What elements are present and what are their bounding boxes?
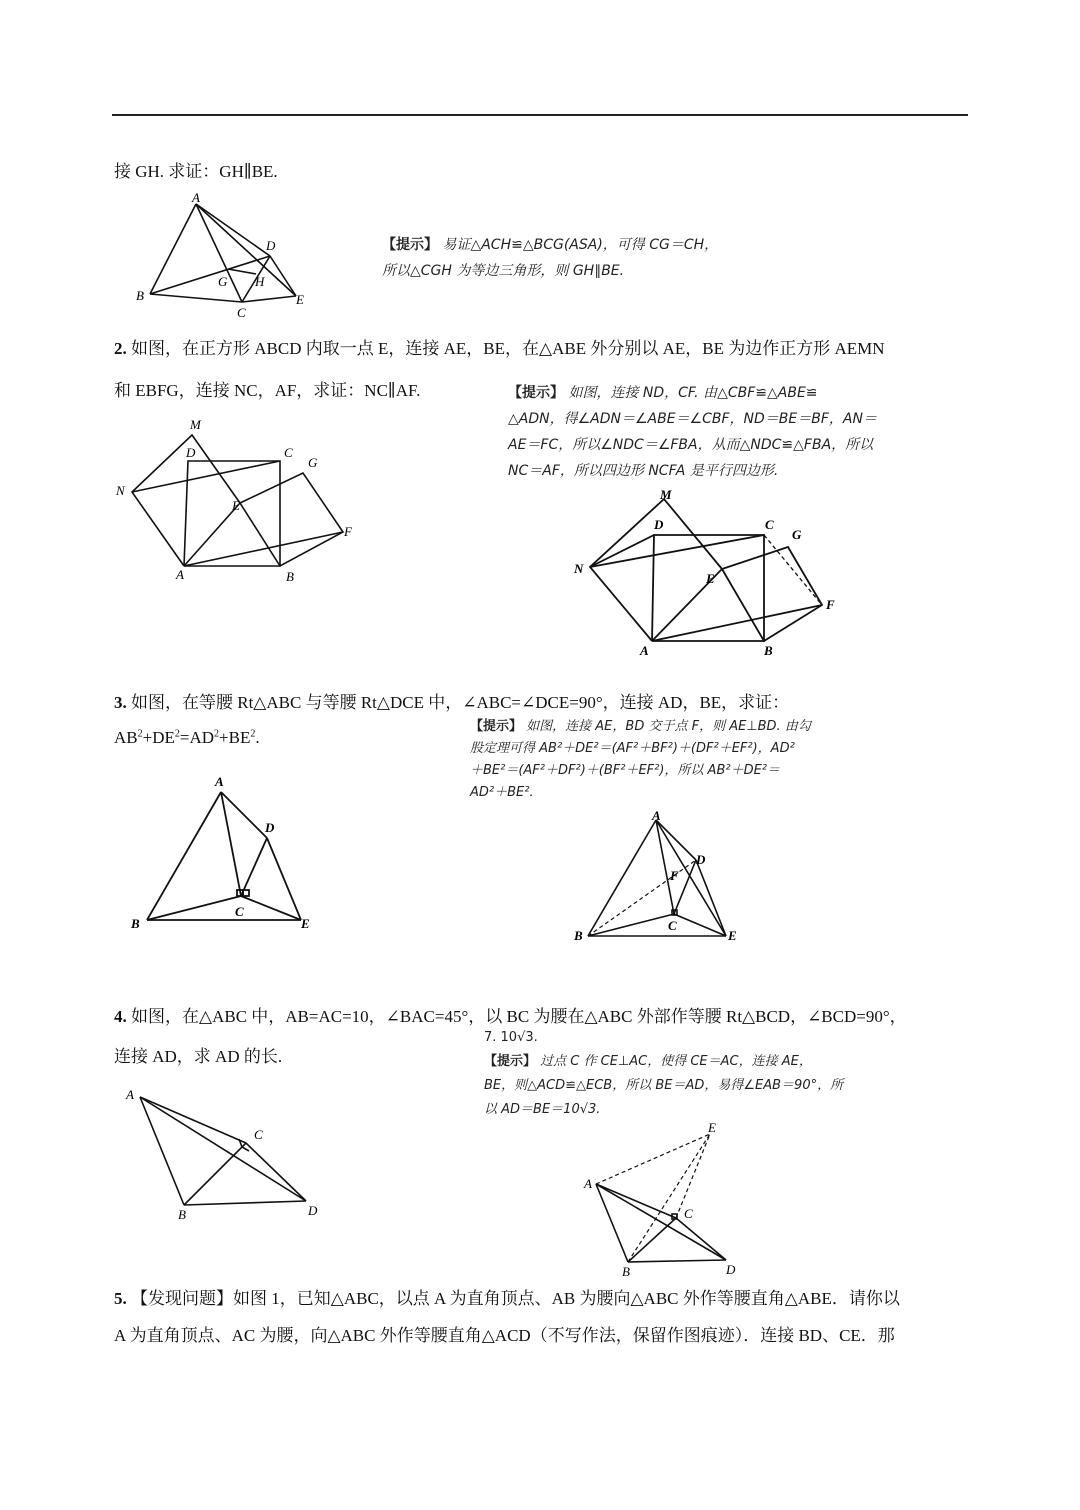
p3r-label-F: F: [670, 868, 679, 883]
p3-hint: [470, 716, 850, 804]
p2-hint-line: AE＝FC，所以∠NDC＝∠FBA，从而△NDC≌△FBA，所以: [508, 437, 874, 453]
p3-part: .: [255, 728, 260, 747]
p3r-label-A: A: [652, 808, 661, 823]
p3-hint-tag: 【提示】: [470, 719, 523, 734]
p1-label-D: D: [266, 238, 276, 253]
p3-hint-line: AD²＋BE².: [470, 785, 534, 800]
p3-figure-right: [570, 808, 750, 948]
p2-label-N: N: [116, 483, 125, 498]
p2-label-B: B: [286, 569, 294, 584]
p3-number: 3.: [114, 693, 127, 712]
p3-part: AB: [114, 728, 138, 747]
p3r-label-B: B: [574, 928, 583, 943]
p2r-label-M: M: [660, 487, 672, 502]
p4-label-A: A: [126, 1087, 134, 1102]
p3-sup: 2: [137, 728, 143, 740]
p2-line2: 和 EBFG，连接 NC，AF，求证：NC∥AF.: [114, 381, 421, 400]
p2-hint-line: 如图，连接 ND，CF. 由△CBF≌△ABE≌: [568, 385, 818, 401]
p4r-label-B: B: [622, 1264, 630, 1279]
p1-hint: [382, 232, 842, 284]
p2r-label-N: N: [574, 561, 584, 576]
p4-figure-right: [580, 1120, 750, 1280]
p1-hint-line: 易证△ACH≌△BCG(ASA)，可得 CG＝CH，: [442, 237, 719, 253]
p4-label-D: D: [308, 1203, 318, 1218]
p4r-label-C: C: [684, 1206, 693, 1221]
p2-number: 2.: [114, 339, 127, 358]
p5-line1: [114, 1284, 900, 1309]
p4-text-1: 如图，在△ABC 中，AB=AC=10，∠BAC=45°，以 BC 为腰在△ABC 外部作等腰 Rt△BCD，∠BCD=90°，: [131, 1007, 907, 1026]
p4-hint: [484, 1026, 854, 1122]
p3-line1: [114, 688, 789, 713]
p4-hint-tag: 【提示】: [484, 1054, 537, 1069]
p4-answer: 7. 10√3.: [484, 1030, 538, 1045]
p2r-label-B: B: [764, 643, 773, 658]
p3-label-A: A: [215, 774, 224, 789]
p1-label-A: A: [192, 190, 200, 205]
p2-hint: [508, 380, 928, 484]
p4r-label-D: D: [726, 1262, 736, 1277]
p3-label-D: D: [265, 820, 275, 835]
header-rule: [112, 114, 968, 116]
p5-line2: A 为直角顶点、AC 为腰，向△ABC 外作等腰直角△ACD（不写作法，保留作图痕迹）．连接 BD、CE．那: [114, 1326, 895, 1345]
p4r-label-A: A: [584, 1176, 592, 1191]
p2-label-C: C: [284, 445, 293, 460]
p3-label-E: E: [301, 916, 310, 931]
p2-hint-line: NC＝AF，所以四边形 NCFA 是平行四边形.: [508, 463, 779, 479]
p3-hint-line: ＋BE²＝(AF²＋DF²)＋(BF²＋EF²)，所以 AB²＋DE²＝: [470, 763, 781, 778]
p3-text-1: 如图，在等腰 Rt△ABC 与等腰 Rt△DCE 中，∠ABC=∠DCE=90°，连接 AD，BE，求证：: [131, 693, 790, 712]
p2-label-D: D: [186, 445, 196, 460]
p4-hint-line: 以 AD＝BE＝10√3.: [484, 1102, 601, 1117]
p4-line2: 连接 AD，求 AD 的长.: [114, 1047, 283, 1066]
p1-label-B: B: [136, 288, 144, 303]
p2-figure-right: [568, 485, 848, 660]
p3r-label-C: C: [668, 918, 677, 933]
p3r-label-D: D: [696, 852, 706, 867]
p2r-label-E: E: [706, 571, 715, 586]
p2-text-1: 如图，在正方形 ABCD 内取一点 E，连接 AE，BE，在△ABE 外分别以 AE，BE 为边作正方形 AEMN: [131, 339, 885, 358]
p3-label-B: B: [131, 916, 140, 931]
p5-number: 5.: [114, 1289, 127, 1308]
p2-hint-line: △ADN，得∠ADN＝∠ABE＝∠CBF，ND＝BE＝BF，AN＝: [508, 411, 877, 427]
p4r-label-E: E: [708, 1120, 716, 1135]
p2-label-M: M: [190, 417, 201, 432]
p4-number: 4.: [114, 1007, 127, 1026]
p2r-label-A: A: [640, 643, 649, 658]
p3-label-C: C: [235, 904, 244, 919]
p4-label-C: C: [254, 1127, 263, 1142]
p5-text-1: 【发现问题】如图 1，已知△ABC，以点 A 为直角顶点、AB 为腰向△ABC 外作等腰直角△ABE．请你以: [131, 1289, 900, 1308]
p2-label-G: G: [308, 455, 318, 470]
p3-figure-left: [125, 770, 325, 935]
p2-line1: [114, 334, 885, 359]
p3-sup: 2: [250, 728, 256, 740]
p2r-label-G: G: [792, 527, 802, 542]
p2-label-A: A: [176, 567, 184, 582]
p3-hint-line: 如图，连接 AE，BD 交于点 F，则 AE⊥BD. 由勾: [526, 719, 811, 734]
p2-label-E: E: [232, 498, 240, 513]
p3-sup: 2: [214, 728, 220, 740]
p2-figure-left: [112, 415, 362, 585]
p3r-label-E: E: [728, 928, 737, 943]
p4-hint-line: BE，则△ACD≌△ECB，所以 BE＝AD，易得∠EAB＝90°，所: [484, 1078, 844, 1093]
p4-hint-line: 过点 C 作 CE⊥AC，使得 CE＝AC，连接 AE，: [540, 1054, 812, 1069]
p1-text: 接 GH. 求证：GH∥BE.: [114, 162, 278, 181]
p3-part: +DE: [142, 728, 175, 747]
p3-line2: [114, 728, 260, 748]
p2r-label-F: F: [826, 597, 835, 612]
p3-hint-line: 股定理可得 AB²＋DE²＝(AF²＋BF²)＋(DF²＋EF²)，AD²: [470, 741, 795, 756]
p2-label-F: F: [344, 524, 352, 539]
p2r-label-C: C: [765, 517, 774, 532]
p1-label-E: E: [296, 292, 304, 307]
p4-figure-left: [120, 1085, 330, 1225]
p2r-label-D: D: [654, 517, 664, 532]
p4-line1: [114, 1002, 907, 1027]
p3-part: +BE: [219, 728, 251, 747]
p1-label-H: H: [255, 274, 265, 289]
p3-part: =AD: [179, 728, 215, 747]
p4-label-B: B: [178, 1207, 186, 1222]
p1-label-G: G: [218, 274, 228, 289]
p1-hint-tag: 【提示】: [382, 237, 438, 253]
p1-hint-line: 所以△CGH 为等边三角形，则 GH∥BE.: [382, 263, 625, 279]
p3-sup: 2: [174, 728, 180, 740]
p1-figure: [130, 190, 320, 320]
p1-label-C: C: [237, 305, 246, 320]
p2-hint-tag: 【提示】: [508, 385, 564, 401]
